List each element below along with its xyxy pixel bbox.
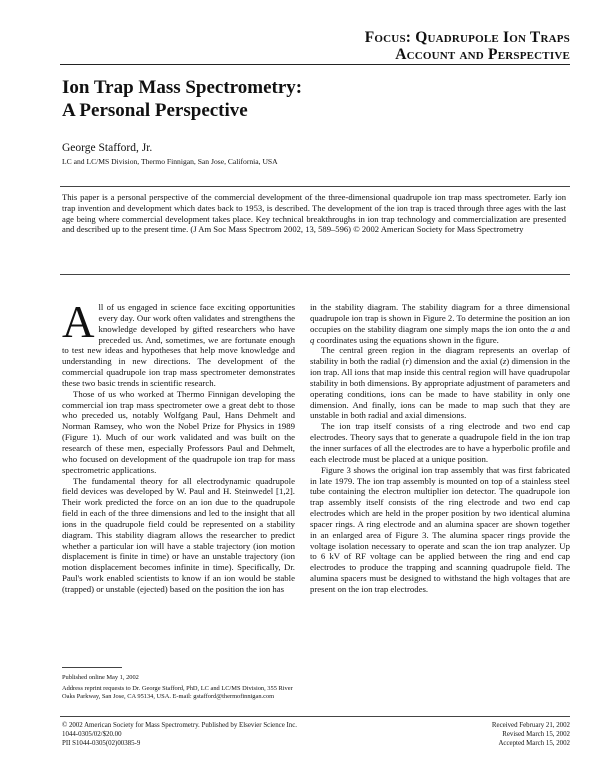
author-affiliation: LC and LC/MS Division, Thermo Finnigan, San Jose, California, USA (62, 157, 278, 166)
paragraph: All of us engaged in science face exciting opportunities every day. Our work often validates and strengthens the knowledge developed by gifted researchers who have preceded us. And, sometimes, we are fortunate enough to test new ideas and hypotheses that help move knowledge and understanding in new directions. The development of the commercial quadrupole ion trap mass spectrometer demonstrates these two basic trends in scientific research. (62, 297, 295, 388)
title-line-1: Ion Trap Mass Spectrometry: (62, 77, 303, 98)
abstract-rule-top (60, 186, 570, 187)
paragraph: in the stability diagram. The stability diagram for a three dimensional quadrupole ion trap is shown in Figure 2. To determine the position an ion occupies on the stability diagram one simply maps the ion onto the a and q coordinates using the equations shown in the figure. (310, 302, 570, 345)
paragraph: The central green region in the diagram represents an overlap of stability in both the radial (r) dimension and the axial (z) dimension in the ion trap. All ions that map inside this central region will have quadrupolar stability in both dimensions. By appropriate adjustment of parameters and operating conditions, ions can be made to have stability in only one dimension. And finally, ions can be made to map such that they are unstable in both radial and axial dimensions. (310, 345, 570, 421)
article-title (62, 76, 302, 122)
revised-date: Revised March 15, 2002 (502, 731, 570, 738)
paragraph: The ion trap itself consists of a ring electrode and two end cap electrodes. Theory says that to generate a quadrupole field in the ion trap the inner surfaces of all the electrodes are to have a hyperbolic profile and each electrode must be placed at a unique position. (310, 421, 570, 464)
header-rule (60, 64, 570, 65)
paragraph: The fundamental theory for all electrodynamic quadrupole field devices was developed by W. Paul and H. Steinwedel [1,2]. Their work predicted the force on an ion due to the quadrupole field in each of the three dimensions and led to the insight that all ions in the quadrupole field could be represented on a stability diagram. This stability diagram allows the researcher to predict whether a particular ion will have a stable trajectory (ion motion displacement is finite in time) or have an unstable trajectory (ion motion displacement becomes infinite in time). Specifically, Dr. Paul's work enabled scientists to know if an ion would be stable (trapped) or unstable (ejected) based on the position the ion has (62, 475, 295, 594)
issn: 1044-0305/02/$20.00 (62, 731, 122, 738)
footnote-rule (62, 667, 122, 668)
footnotes (62, 674, 298, 705)
pii: PII S1044-0305(02)00385-9 (62, 740, 141, 747)
title-line-2: A Personal Perspective (62, 100, 248, 121)
received-date: Received February 21, 2002 (491, 722, 570, 729)
accepted-date: Accepted March 15, 2002 (498, 740, 570, 747)
footer-left (62, 721, 297, 748)
body-column-right (310, 302, 570, 595)
copyright: © 2002 American Society for Mass Spectrometry. Published by Elsevier Science Inc. (62, 722, 297, 729)
section-header (365, 29, 570, 63)
author-name: George Stafford, Jr. (62, 142, 153, 154)
published-note: Published online May 1, 2002 (62, 674, 139, 681)
footer-rule (60, 716, 570, 717)
focus-line-1: Focus: Quadrupole Ion Traps (364, 29, 570, 46)
paragraph: Those of us who worked at Thermo Finnigan developing the commercial ion trap mass spectrometer owe a great debt to those who preceded us, notably Wolfgang Paul, Hans Dehmelt and Norman Ramsey, who won the Nobel Prize for Physics in 1989 (Figure 1). Much of our work validated and was built on the research of these men, especially Professors Paul and Dehmelt, who focused on development of the quadrupole ion trap for mass spectrometric applications. (62, 388, 295, 475)
abstract-rule-bottom (60, 274, 570, 275)
paragraph: Figure 3 shows the original ion trap assembly that was first fabricated in late 1979. The ion trap assembly is mounted on top of a stainless steel tube containing the electron multiplier ion detector. The quadrupole ion trap assembly itself consists of the ring electrode and two end cap electrodes which are held in the proper position by two identical alumina spacer rings. A ring electrode and an alumina spacer are shown together in an enlarged area of Figure 3. The alumina spacer rings provide the voltage isolation necessary to operate and scan the ion trap analyzer. Up to 6 kV of RF voltage can be applied between the ring and end cap electrodes to produce the trapping and scanning quadrupole field. The alumina spacers must be designed to withstand the high voltages that are present on the ion trap electrodes. (310, 464, 570, 594)
focus-line-2: Account and Perspective (395, 46, 570, 63)
footer-right (492, 721, 570, 748)
drop-cap: A (62, 297, 95, 347)
abstract: This paper is a personal perspective of the commercial development of the three-dimensional quadrupole ion trap mass spectrometer. Early ion trap invention and development which dates back to 1953, is described. The development of the ion trap is traced through three ages with the last age being where commercial development takes place. Key technical breakthroughs in ion trap technology and commercialization are presented and described up to the present time. (J Am Soc Mass Spectrom 2002, 13, 589–596) © 2002 American Society for Mass Spectrometry (62, 192, 566, 235)
body-column-left (62, 297, 295, 595)
address-note: Address reprint requests to Dr. George Stafford, PhD, LC and LC/MS Division, 355 River Oaks Parkway, San Jose, CA 95134, USA. E-mail: gstafford@thermofinnigan.com (62, 685, 293, 701)
